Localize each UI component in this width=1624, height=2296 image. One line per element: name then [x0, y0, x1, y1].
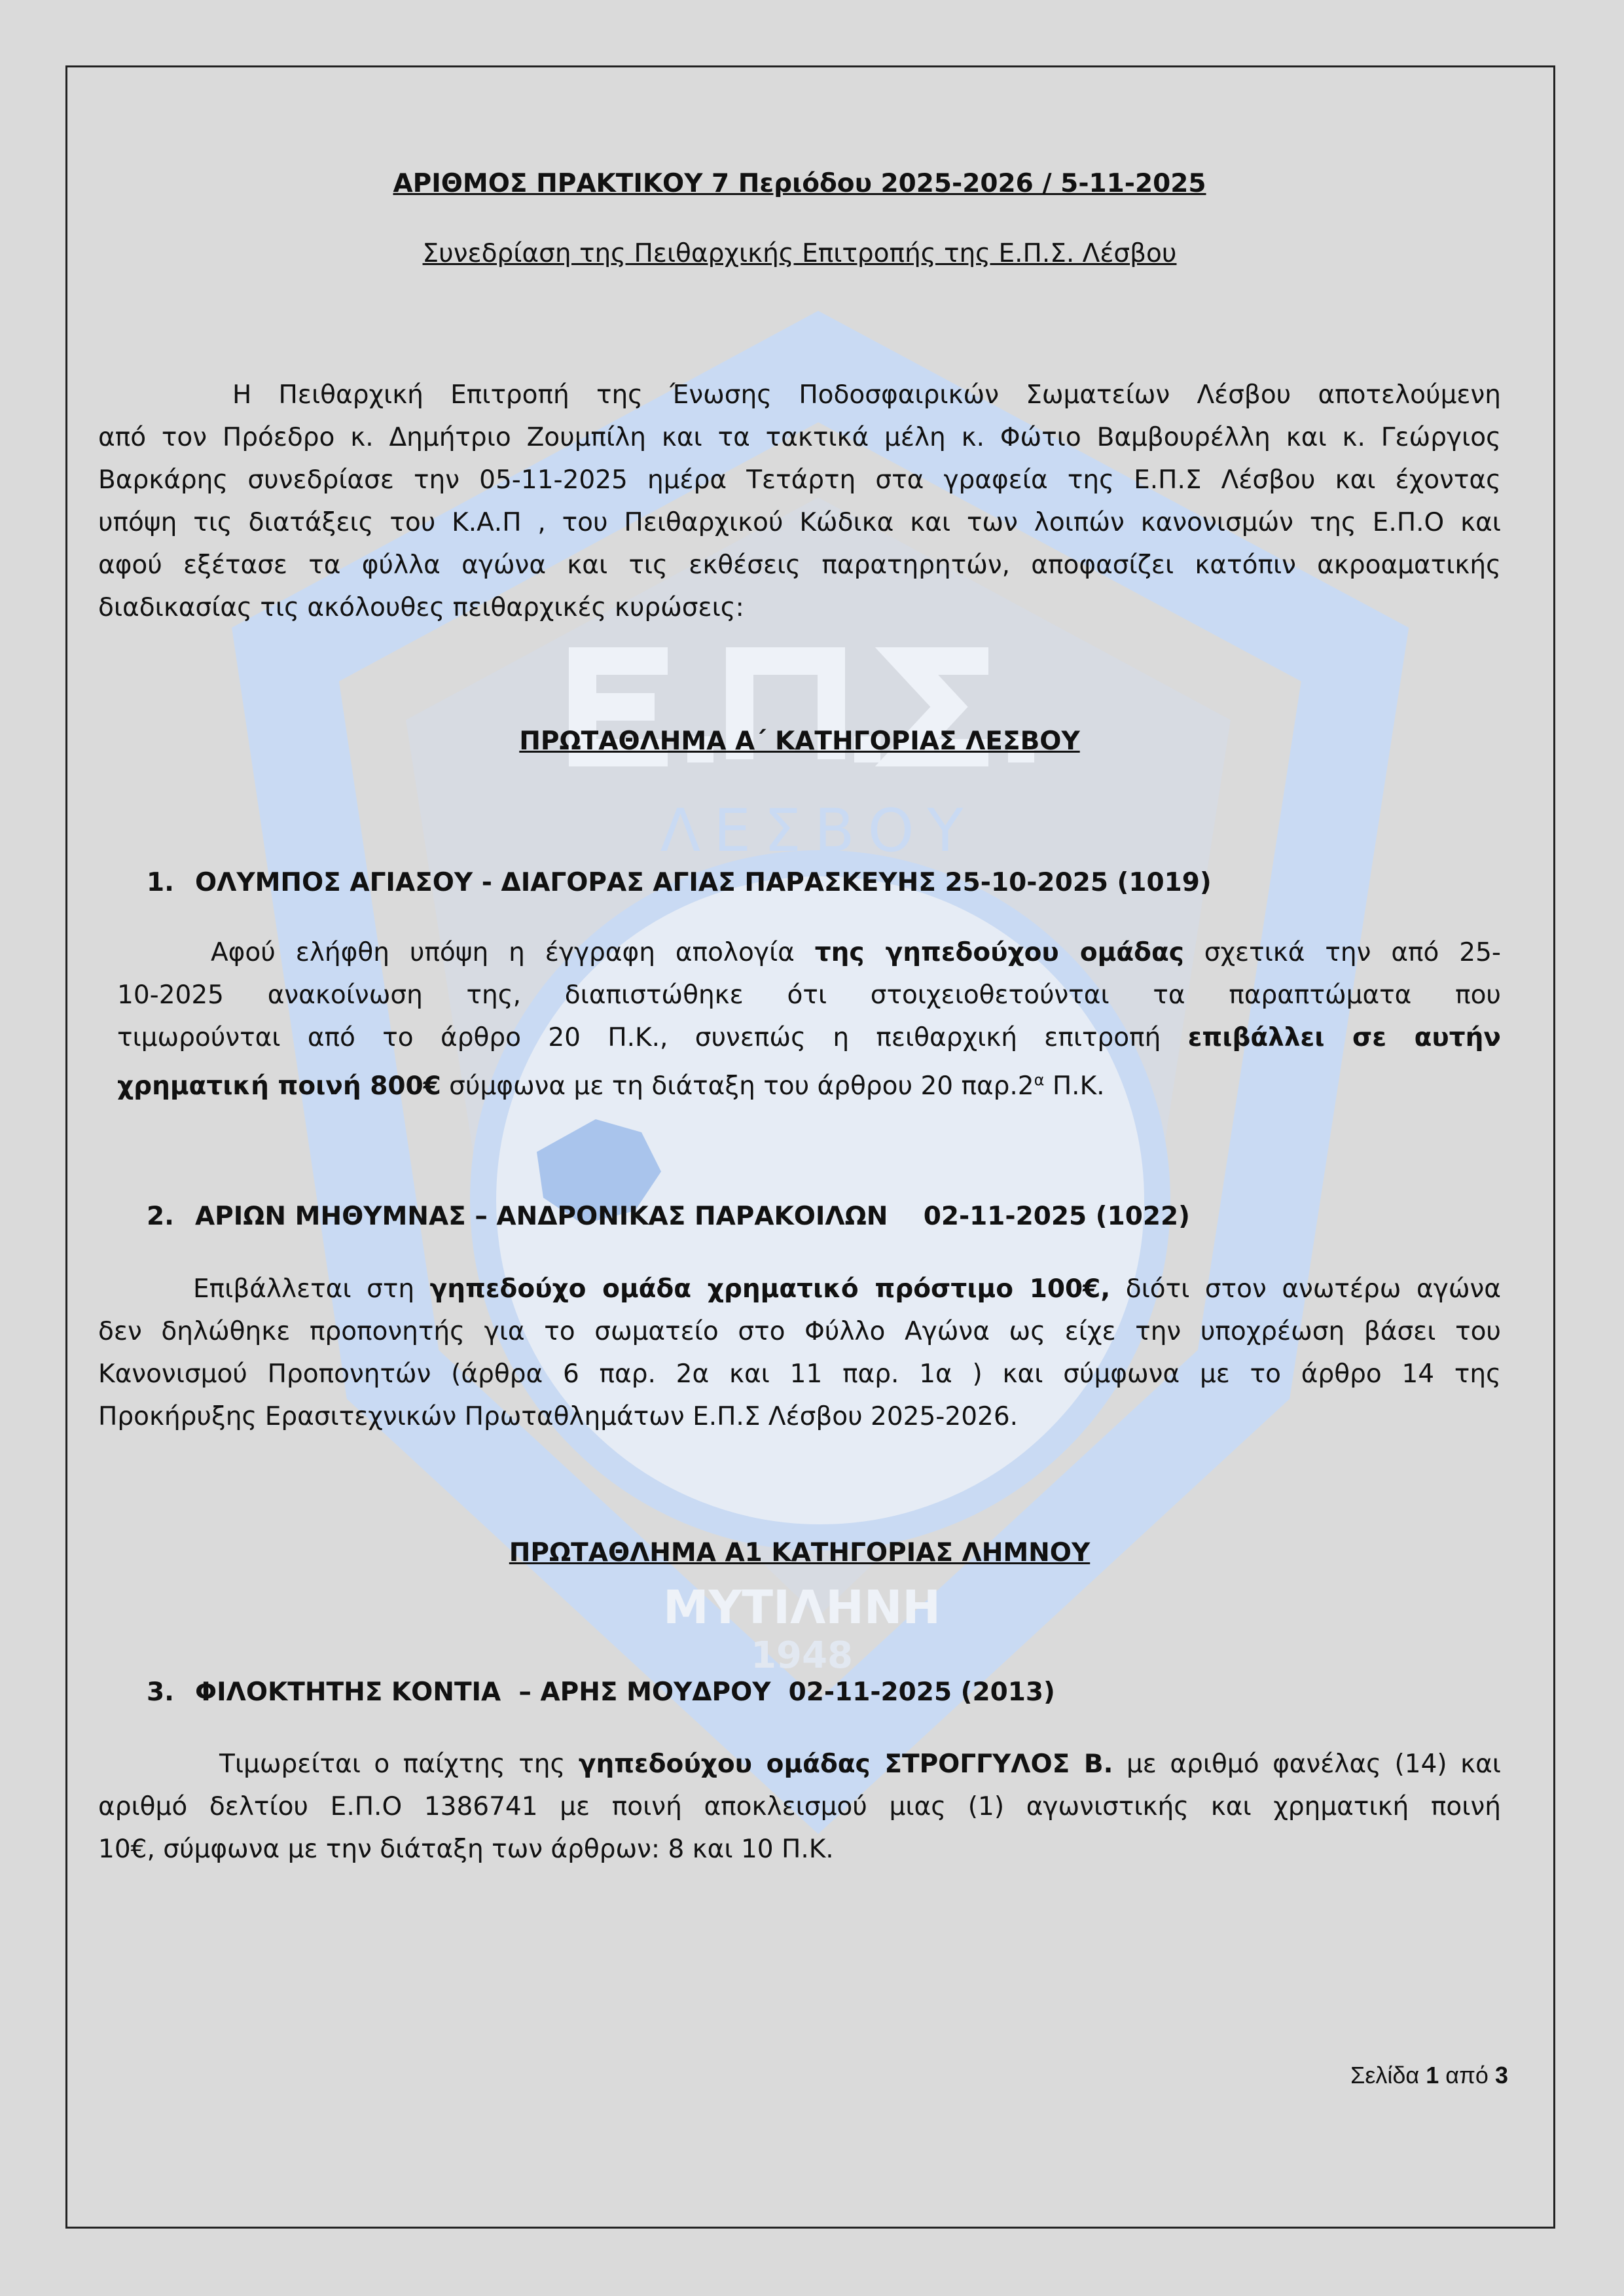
text-segment: Επιβάλλεται στη	[193, 1274, 430, 1304]
item-1-heading	[147, 868, 1456, 907]
text-line	[98, 501, 1501, 544]
text-segment: α	[1034, 1071, 1045, 1089]
text-line	[117, 974, 1501, 1016]
document-title: ΑΡΙΘΜΟΣ ΠΡΑΚΤΙΚΟΥ 7 Περιόδου 2025-2026 / 5-11-2025	[393, 169, 1206, 198]
text-line	[98, 1785, 1501, 1828]
bold-text: γηπεδούχου ομάδας ΣΤΡΟΓΓΥΛΟΣ Β.	[578, 1749, 1113, 1779]
item-number: 2.	[147, 1202, 174, 1231]
item-3-heading	[147, 1677, 1456, 1717]
text-line	[98, 1268, 1501, 1310]
bold-text: γηπεδούχο ομάδα χρηματικό πρόστιμο 100€,	[429, 1274, 1111, 1304]
text-line	[98, 1395, 1501, 1438]
item-number: 3.	[147, 1677, 174, 1707]
text-line	[98, 416, 1501, 459]
item-number: 1.	[147, 868, 174, 897]
item-2-paragraph	[98, 1268, 1501, 1438]
text-line	[98, 374, 1501, 416]
bold-text: της γηπεδούχου ομάδας	[814, 938, 1184, 967]
text-line	[98, 586, 1501, 629]
item-2-heading	[147, 1202, 1456, 1241]
watermark-region: ΛΕΣΒΟΥ	[660, 797, 977, 865]
text-segment: σύμφωνα με τη διάταξη του άρθρου 20 παρ.2	[441, 1071, 1034, 1101]
intro-paragraph	[98, 374, 1501, 629]
text-line	[98, 459, 1501, 501]
text-line	[98, 1353, 1501, 1395]
text-segment: Η Πειθαρχική Επιτροπή της Ένωσης Ποδοσφαιρικών Σωματείων Λέσβου αποτελούμενη	[232, 380, 1501, 410]
text-line	[98, 1828, 1501, 1871]
page-label: Σελίδα	[1350, 2062, 1426, 2089]
text-segment: τιμωρούνται από το άρθρο 20 Π.Κ., συνεπώς η πειθαρχική επιτροπή	[117, 1023, 1188, 1052]
item-title: ΑΡΙΩΝ ΜΗΘΥΜΝΑΣ – ΑΝΔΡΟΝΙΚΑΣ ΠΑΡΑΚΟΙΛΩΝ 02-11-2025 (1022)	[195, 1202, 1190, 1231]
text-segment: αφού εξέτασε τα φύλλα αγώνα και τις εκθέσεις παρατηρητών, αποφασίζει κατόπιν ακροαματικής	[98, 550, 1501, 580]
item-title: ΟΛΥΜΠΟΣ ΑΓΙΑΣΟΥ - ΔΙΑΓΟΡΑΣ ΑΓΙΑΣ ΠΑΡΑΣΚΕΥΗΣ 25-10-2025 (1019)	[195, 868, 1212, 897]
text-segment: αριθμό δελτίου Ε.Π.Ο 1386741 με ποινή αποκλεισμού μιας (1) αγωνιστικής και χρηματική ποινή	[98, 1792, 1501, 1821]
item-3-paragraph	[98, 1743, 1501, 1871]
text-segment: διότι στον ανωτέρω αγώνα	[1110, 1274, 1501, 1304]
text-segment: Αφού ελήφθη υπόψη η έγγραφη απολογία	[211, 938, 815, 967]
watermark-year: 1948	[751, 1634, 853, 1677]
section-heading-limnos: ΠΡΩΤΑΘΛΗΜΑ Α1 ΚΑΤΗΓΟΡΙΑΣ ΛΗΜΝΟΥ	[509, 1538, 1091, 1568]
text-segment: υπόψη τις διατάξεις του Κ.Α.Π , του Πειθαρχικού Κώδικα και των λοιπών κανονισμών της Ε.Π.Ο και	[98, 508, 1501, 537]
page-of: από	[1439, 2062, 1495, 2089]
bold-text: χρηματική ποινή 800€	[117, 1071, 441, 1101]
text-segment: διαδικασίας τις ακόλουθες πειθαρχικές κυρώσεις:	[98, 593, 744, 622]
text-segment: σχετικά την από 25-	[1183, 938, 1501, 967]
text-segment: Τιμωρείται ο παίχτης της	[219, 1749, 579, 1779]
text-segment: Βαρκάρης συνεδρίασε την 05-11-2025 ημέρα Τετάρτη στα γραφεία της Ε.Π.Σ Λέσβου και έχοντας	[98, 465, 1501, 495]
text-segment: 10-2025 ανακοίνωση της, διαπιστώθηκε ότι στοιχειοθετούνται τα παραπτώματα που	[117, 980, 1501, 1010]
text-line	[117, 1016, 1501, 1059]
text-line	[98, 544, 1501, 586]
section-heading-lesvos: ΠΡΩΤΑΘΛΗΜΑ Α΄ ΚΑΤΗΓΟΡΙΑΣ ΛΕΣΒΟΥ	[519, 726, 1080, 756]
current-page: 1	[1426, 2062, 1439, 2089]
total-pages: 3	[1494, 2062, 1508, 2089]
text-segment: δεν δηλώθηκε προπονητής για το σωματείο στο Φύλλο Αγώνα ως είχε την υποχρέωση βάσει του	[98, 1317, 1501, 1346]
text-segment: Π.Κ.	[1044, 1071, 1105, 1101]
text-line	[117, 1059, 1501, 1102]
text-line	[117, 931, 1501, 974]
watermark-city: ΜΥΤΙΛΗΝΗ	[662, 1581, 941, 1634]
item-title: ΦΙΛΟΚΤΗΤΗΣ ΚΟΝΤΙΑ – ΑΡΗΣ ΜΟΥΔΡΟΥ 02-11-2025 (2013)	[195, 1677, 1055, 1707]
text-segment: Κανονισμού Προπονητών (άρθρα 6 παρ. 2α και 11 παρ. 1α ) και σύμφωνα με το άρθρο 14 της	[98, 1359, 1501, 1389]
text-line	[98, 1743, 1501, 1785]
document-subtitle: Συνεδρίαση της Πειθαρχικής Επιτροπής της Ε.Π.Σ. Λέσβου	[422, 239, 1177, 268]
text-segment: 10€, σύμφωνα με την διάταξη των άρθρων: 8 και 10 Π.Κ.	[98, 1835, 834, 1864]
text-line	[98, 1310, 1501, 1353]
text-segment: με αριθμό φανέλας (14) και	[1113, 1749, 1502, 1779]
text-segment: από τον Πρόεδρο κ. Δημήτριο Ζουμπίλη και τα τακτικά μέλη κ. Φώτιο Βαμβουρέλλη και κ. Γεώργιος	[98, 423, 1501, 452]
page-number	[1350, 2062, 1508, 2089]
item-1-paragraph	[117, 931, 1501, 1102]
text-segment: Προκήρυξης Ερασιτεχνικών Πρωταθλημάτων Ε.Π.Σ Λέσβου 2025-2026.	[98, 1402, 1019, 1431]
bold-text: επιβάλλει σε αυτήν	[1187, 1023, 1501, 1052]
